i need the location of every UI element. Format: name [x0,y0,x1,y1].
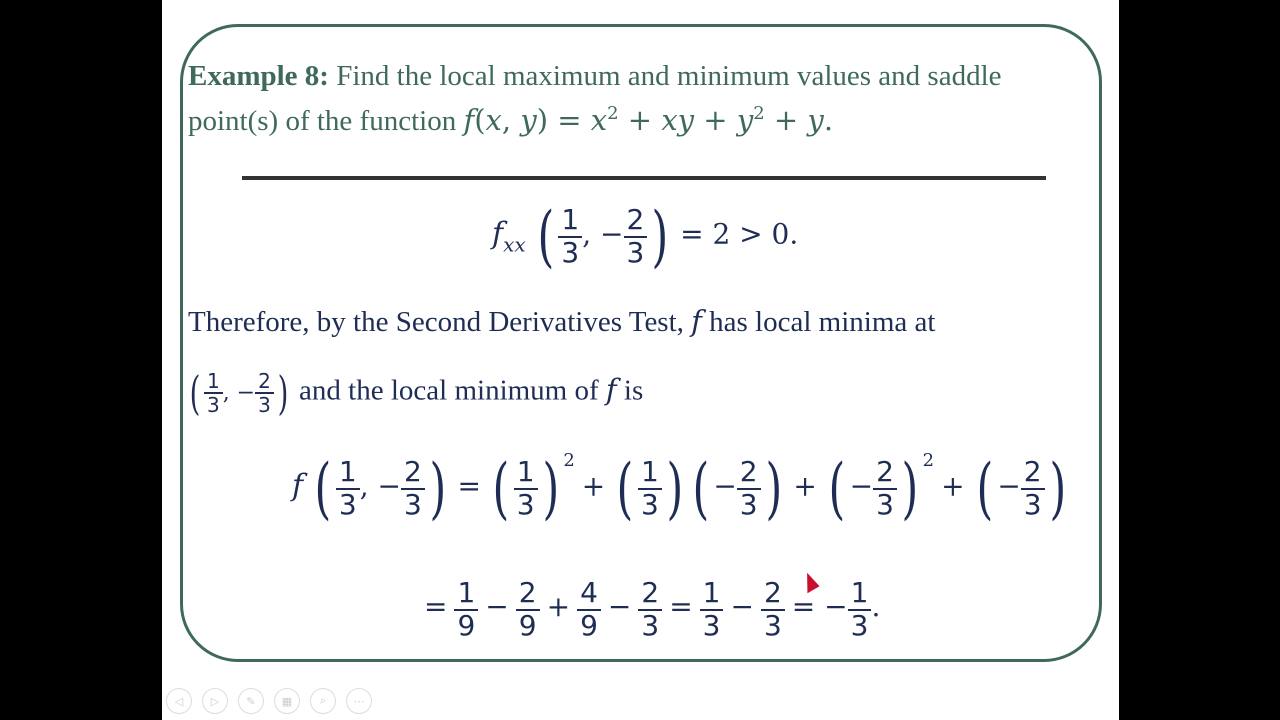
fxx-equation: $f_{xx}$ ( $\frac{1}{3}$ , − $\frac{2}{3}$ ) = 2 > 0. [492,198,799,275]
slideshow-controls [162,688,372,716]
function-def: f [463,103,475,137]
conclusion-line-2: ( $\frac{1}{3}$ , − $\frac{2}{3}$ ) and the local minimum of f is [189,366,644,420]
divider [242,176,1046,180]
result-equation: = $\frac{1}{9}$ − $\frac{2}{9}$ + $\frac{4}{9}$ − $\frac{2}{3}$ = $\frac{1}{3}$ − $\frac{2}{3}$ = − $\frac{1}{3}$ . [424,576,881,642]
slides-icon[interactable]: ▦ [274,688,300,714]
conclusion-line-1: Therefore, by the Second Derivatives Test, f has local minima at [188,304,936,338]
expansion-equation: f ( $\frac{1}{3}$ , − $\frac{2}{3}$ ) = ( $\frac{1}{3}$ ) $^2$ + ( $\frac{1}{3}$ ) ( − $\frac{2}{3}$ ) + ( − $\frac{2}{3}$ ) $^2$ + ( − $\frac{2}{3}$ ) [292,450,1066,527]
more-icon[interactable]: ⋯ [346,688,372,714]
prev-icon[interactable]: ◁ [166,688,192,714]
pen-icon[interactable]: ✎ [238,688,264,714]
slide [162,0,1119,720]
example-label: Example 8: [188,60,329,92]
next-icon[interactable]: ▷ [202,688,228,714]
slide-title: Example 8: Find the local maximum and minimum values and saddle point(s) of the function f(x, $y) = x^2$ + xy + $y^2 + y$. [188,60,1002,137]
zoom-icon[interactable]: ⌕ [310,688,336,714]
